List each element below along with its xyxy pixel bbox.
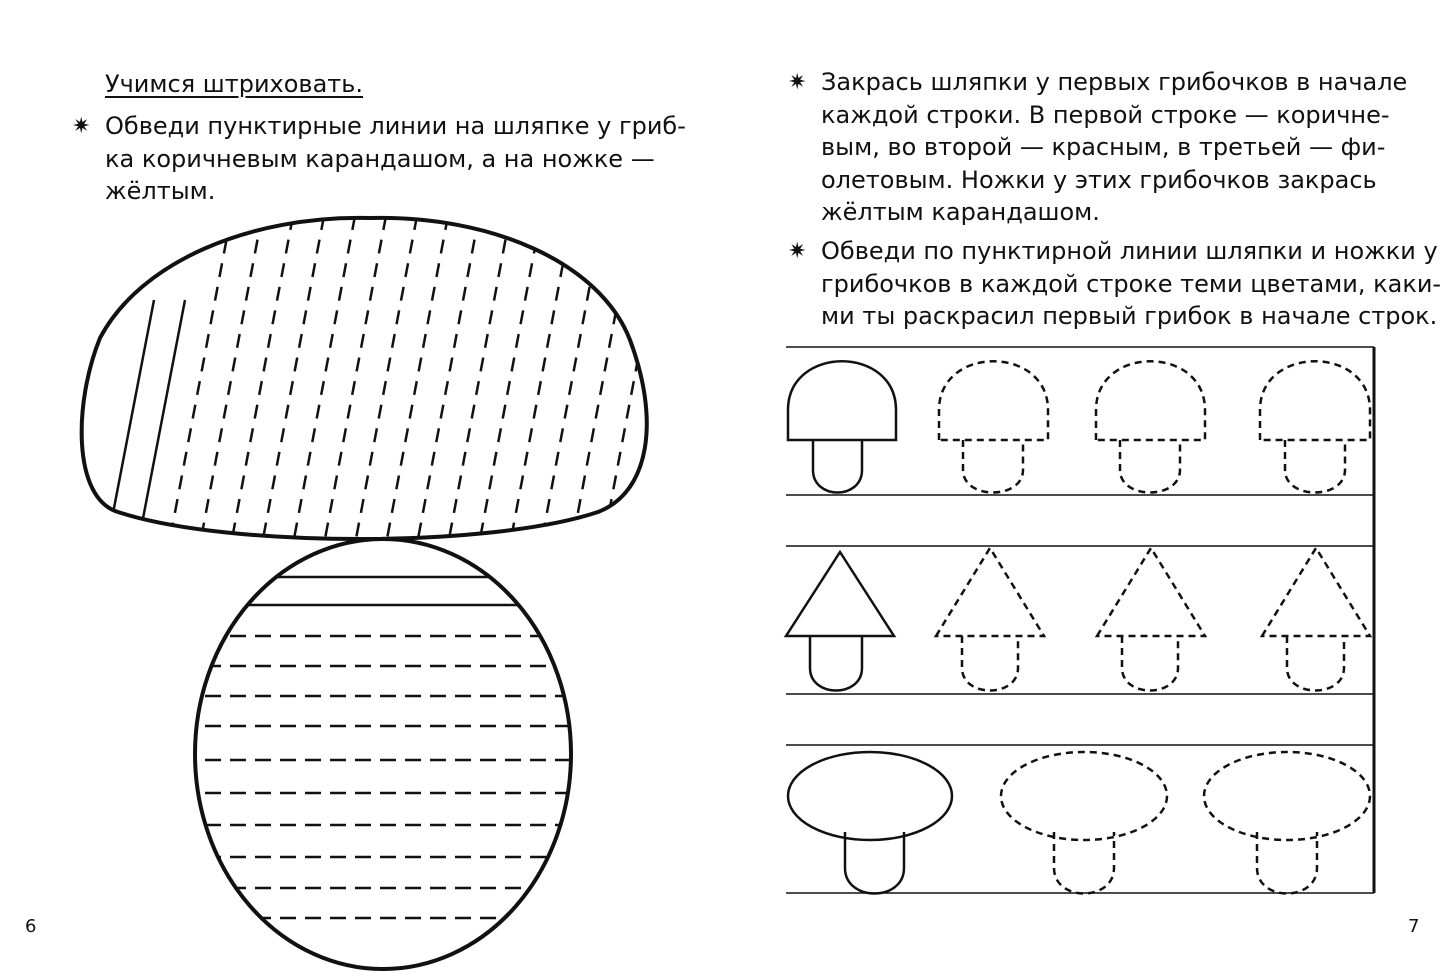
instruction-line: жёлтым карандашом. [821, 198, 1100, 226]
dashed-triangle-mushroom [936, 548, 1044, 691]
dashed-triangle-mushroom [1262, 548, 1370, 691]
asterisk-bullet-icon: ✷ [788, 239, 807, 264]
mushroom-rows-figure [722, 0, 1445, 972]
instruction-line: олетовым. Ножки у этих грибочков закрась [821, 165, 1377, 194]
instruction-line: вым, во второй — красным, в третьей — фи- [821, 133, 1386, 161]
asterisk-bullet-icon: ✷ [788, 70, 807, 95]
instruction-line: ка коричневым карандашом, а на ножке — [105, 144, 655, 173]
page-heading: Учимся штриховать. [105, 70, 364, 98]
instruction-line: грибочков в каждой строке теми цветами, каки- [821, 269, 1442, 298]
dashed-oval-mushroom [1001, 752, 1167, 894]
instruction-line: Обведи пунктирные линии на шляпке у гриб- [105, 112, 686, 140]
solid-oval-mushroom [788, 752, 952, 894]
instruction-line: жёлтым. [105, 177, 216, 205]
dashed-oval-mushroom [1204, 752, 1370, 894]
stem-outline [195, 539, 571, 969]
left-page [0, 0, 722, 972]
dashed-dome-mushroom [1260, 361, 1370, 492]
right-page [722, 0, 1445, 972]
dashed-triangle-mushroom [1097, 548, 1205, 691]
instruction-line: каждой строки. В первой строке — коричне- [821, 100, 1390, 129]
solid-triangle-mushroom [786, 552, 894, 691]
asterisk-bullet-icon: ✷ [72, 114, 91, 139]
page-number: 6 [25, 916, 37, 937]
instruction-line: Закрась шляпки у первых грибочков в начале [821, 68, 1408, 96]
row-1-dome-mushrooms [788, 361, 1370, 492]
page-number: 7 [1408, 916, 1420, 937]
dashed-dome-mushroom [939, 361, 1048, 492]
big-mushroom-figure [0, 0, 722, 972]
instruction-line: ми ты раскрасил первый грибок в начале строк. [821, 302, 1438, 330]
row-guide-lines [786, 347, 1374, 893]
row-2-triangle-mushrooms [786, 548, 1370, 691]
solid-dome-mushroom [788, 361, 896, 492]
stem-hatching [180, 577, 590, 918]
instruction-line: Обведи по пунктирной линии шляпки и ножки у [821, 237, 1438, 265]
row-3-oval-mushrooms [788, 752, 1370, 894]
dashed-dome-mushroom [1096, 361, 1205, 492]
